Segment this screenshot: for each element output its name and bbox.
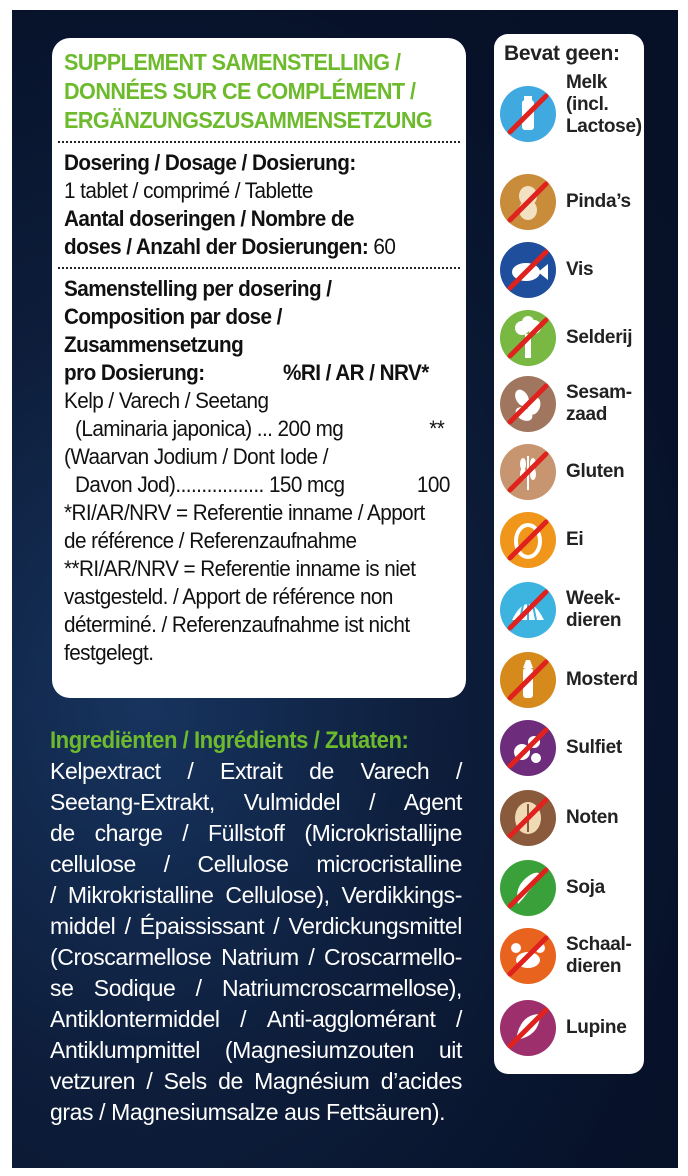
allergen-label-line: Week- bbox=[566, 588, 621, 609]
allergen-label bbox=[566, 191, 631, 213]
footnote-line: de référence / Referenzaufnahme bbox=[64, 528, 357, 553]
allergen-item bbox=[500, 174, 640, 234]
allergen-item bbox=[500, 582, 640, 642]
allergen-label-line: Sesam- bbox=[566, 382, 632, 403]
ingredients-word: Varech bbox=[360, 758, 430, 784]
ingredients-line bbox=[50, 849, 462, 880]
ingredients-word: Croscarmello- bbox=[324, 944, 462, 970]
allergen-title: Bevat geen: bbox=[504, 42, 620, 65]
ingredients-word: / bbox=[455, 1006, 462, 1032]
allergen-label-line: Mosterd bbox=[566, 669, 638, 690]
fish-icon bbox=[500, 242, 556, 298]
footnote-line: *RI/AR/NRV = Referentie inname / Apport bbox=[64, 500, 425, 525]
ingredients-word: Cellulose bbox=[197, 851, 289, 877]
allergen-label-line: Schaal- bbox=[566, 934, 632, 955]
iodine-amount: Davon Jod)................. 150 mcg bbox=[75, 472, 345, 497]
peanut-icon bbox=[500, 174, 556, 230]
ingredients-word: de bbox=[50, 820, 75, 846]
ingredients-word: d’acides bbox=[380, 1068, 462, 1094]
ingredients-word: Vulmiddel bbox=[243, 789, 341, 815]
allergen-label bbox=[566, 807, 618, 829]
ingredients-word: / bbox=[163, 851, 170, 877]
allergen-label bbox=[566, 934, 632, 978]
allergen-label bbox=[566, 382, 632, 426]
ingredients-word: Füllstoff bbox=[208, 820, 285, 846]
allergen-item bbox=[500, 72, 642, 137]
ingredients-line bbox=[50, 942, 462, 973]
allergen-label bbox=[566, 327, 632, 349]
doses-heading-2: doses / Anzahl der Dosierungen: bbox=[64, 234, 369, 259]
allergen-item bbox=[500, 860, 640, 920]
composition-heading-2: Composition par dose / bbox=[64, 304, 282, 329]
allergen-label-line: Melk bbox=[566, 72, 608, 93]
ingredients-word: Magnésium bbox=[254, 1068, 370, 1094]
allergen-item bbox=[500, 720, 640, 780]
ingredients-word: / bbox=[240, 1006, 247, 1032]
ingredients-line bbox=[50, 911, 462, 942]
allergen-label-line: Pinda’s bbox=[566, 191, 631, 212]
ingredients-word: uit bbox=[438, 1037, 462, 1063]
ingredients-word: cellulose bbox=[50, 851, 136, 877]
allergen-item bbox=[500, 928, 640, 988]
ingredients-section bbox=[50, 726, 462, 1128]
doses-heading-1: Aantal doseringen / Nombre de bbox=[64, 206, 354, 231]
ingredients-line bbox=[50, 1097, 462, 1128]
ingredients-word: Sels bbox=[163, 1068, 207, 1094]
sesame-icon bbox=[500, 376, 556, 432]
ingredients-line bbox=[50, 1066, 462, 1097]
ingredients-word: Seetang-Extrakt, bbox=[50, 789, 215, 815]
kelp-amount: (Laminaria japonica) ... 200 mg bbox=[75, 416, 344, 441]
allergen-label-line: zaad bbox=[566, 404, 608, 425]
supplement-facts-panel bbox=[52, 38, 466, 698]
ingredients-word: Verdikkings- bbox=[341, 882, 462, 908]
soy-icon bbox=[500, 860, 556, 916]
allergen-label-line: Gluten bbox=[566, 461, 625, 482]
ingredients-word: gras / Magnesiumsalze aus Fettsäuren). bbox=[50, 1099, 446, 1125]
allergen-label-line: dieren bbox=[566, 956, 622, 977]
composition-heading-3: Zusammensetzung bbox=[64, 332, 244, 357]
ingredients-word: (Magnesiumzouten bbox=[224, 1037, 415, 1063]
ingredients-word: / bbox=[50, 882, 56, 908]
allergen-item bbox=[500, 376, 640, 436]
ingredients-line bbox=[50, 880, 462, 911]
allergen-item bbox=[500, 790, 640, 850]
milk-bottle-icon bbox=[500, 86, 556, 142]
allergen-label bbox=[566, 877, 605, 899]
iodine-row bbox=[64, 471, 453, 499]
wheat-icon bbox=[500, 444, 556, 500]
allergen-item bbox=[500, 512, 640, 572]
ingredients-word: / bbox=[187, 758, 194, 784]
dotted-divider bbox=[58, 267, 460, 269]
nut-icon bbox=[500, 790, 556, 846]
ingredients-word: / bbox=[182, 820, 189, 846]
supplement-title-line-1: SUPPLEMENT SAMENSTELLING / bbox=[64, 49, 401, 75]
allergen-label bbox=[566, 1017, 626, 1039]
allergen-label bbox=[566, 669, 638, 691]
iodine-line-1: (Waarvan Jodium / Dont Iode / bbox=[64, 444, 328, 469]
allergen-item bbox=[500, 310, 640, 370]
ingredients-line bbox=[50, 973, 462, 1004]
composition-heading-1: Samenstelling per dosering / bbox=[64, 276, 332, 301]
shell-icon bbox=[500, 582, 556, 638]
ingredients-word: Anti-agglomérant bbox=[266, 1006, 436, 1032]
allergen-label-line: Sulfiet bbox=[566, 737, 622, 758]
ingredients-word: Antiklumpmittel bbox=[50, 1037, 200, 1063]
allergen-label-line: dieren bbox=[566, 610, 622, 631]
ingredients-word: (Croscarmellose bbox=[50, 944, 212, 970]
ingredients-word: Natriumcroscarmellose), bbox=[221, 975, 462, 1001]
ingredients-word: Kelpextract bbox=[50, 758, 161, 784]
supplement-title-line-3: ERGÄNZUNGSZUSAMMENSETZUNG bbox=[64, 107, 433, 133]
composition-heading-4: pro Dosierung: bbox=[64, 360, 205, 385]
dose-heading: Dosering / Dosage / Dosierung: bbox=[64, 150, 356, 175]
dose-value: 1 tablet / comprimé / Tablette bbox=[64, 178, 313, 203]
ingredients-word: Extrait bbox=[220, 758, 283, 784]
mustard-icon bbox=[500, 652, 556, 708]
ingredients-word: vetzuren bbox=[50, 1068, 136, 1094]
sulphite-icon bbox=[500, 720, 556, 776]
dotted-divider bbox=[58, 141, 460, 143]
allergen-label bbox=[566, 461, 624, 483]
ingredients-word: microcristalline bbox=[316, 851, 462, 877]
ingredients-word: se bbox=[50, 975, 74, 1001]
allergen-label bbox=[566, 588, 621, 632]
footnote-line: vastgesteld. / Apport de référence non bbox=[64, 584, 393, 609]
ingredients-word: / bbox=[146, 1068, 153, 1094]
ingredients-word: / bbox=[124, 913, 131, 939]
ingredients-word: middel bbox=[50, 913, 116, 939]
doses-row bbox=[64, 233, 425, 261]
allergen-label-line: Ei bbox=[566, 529, 584, 550]
ingredients-word: de bbox=[309, 758, 334, 784]
footnote-line: **RI/AR/NRV = Referentie inname is niet bbox=[64, 556, 416, 581]
supplement-title-line-2: DONNÉES SUR CE COMPLÉMENT / bbox=[64, 78, 416, 104]
allergen-label bbox=[566, 259, 593, 281]
ingredients-line bbox=[50, 818, 462, 849]
ingredients-word: charge bbox=[94, 820, 163, 846]
allergen-item bbox=[500, 444, 640, 504]
ingredients-word: (Microkristallijne bbox=[304, 820, 462, 846]
ingredients-line bbox=[50, 787, 462, 818]
ingredients-word: / bbox=[308, 944, 315, 970]
allergen-label-line: Soja bbox=[566, 877, 605, 898]
ingredients-line bbox=[50, 1004, 462, 1035]
ingredients-word: de bbox=[218, 1068, 243, 1094]
kelp-ri: ** bbox=[429, 416, 445, 441]
allergen-label bbox=[566, 72, 642, 138]
allergen-label-line: Noten bbox=[566, 807, 619, 828]
allergen-label-line: Lupine bbox=[566, 1017, 627, 1038]
kelp-row bbox=[64, 415, 453, 443]
allergen-item bbox=[500, 652, 640, 712]
ingredients-word: / bbox=[273, 913, 280, 939]
allergen-label-line: Lactose) bbox=[566, 116, 642, 137]
ingredients-word: Sodique bbox=[93, 975, 176, 1001]
egg-icon bbox=[500, 512, 556, 568]
celery-icon bbox=[500, 310, 556, 366]
ri-column-header: %RI / AR / NRV* bbox=[282, 360, 429, 385]
ingredients-line bbox=[50, 1035, 462, 1066]
ingredients-word: Épaississant bbox=[139, 913, 265, 939]
ingredients-word: / bbox=[369, 789, 376, 815]
ingredients-word: Verdickungsmittel bbox=[288, 913, 462, 939]
ingredients-title: Ingrediënten / Ingrédients / Zutaten: bbox=[50, 727, 409, 754]
allergen-label bbox=[566, 529, 583, 551]
kelp-name: Kelp / Varech / Seetang bbox=[64, 388, 269, 413]
allergen-label-line: Selderij bbox=[566, 327, 633, 348]
allergen-label-line: Vis bbox=[566, 259, 594, 280]
ingredients-word: Antiklontermiddel bbox=[50, 1006, 220, 1032]
footnote-line: festgelegt. bbox=[64, 640, 154, 665]
allergen-label bbox=[566, 737, 622, 759]
allergen-item bbox=[500, 242, 640, 302]
crab-icon bbox=[500, 928, 556, 984]
lupin-icon bbox=[500, 1000, 556, 1056]
allergen-panel bbox=[494, 34, 644, 1074]
allergen-label-line: (incl. bbox=[566, 94, 609, 115]
ingredients-word: Natrium bbox=[221, 944, 299, 970]
composition-heading-row bbox=[64, 359, 453, 387]
ingredients-word: / bbox=[455, 758, 462, 784]
iodine-ri: 100 bbox=[416, 472, 450, 497]
doses-value: 60 bbox=[368, 234, 396, 259]
ingredients-word: Agent bbox=[403, 789, 462, 815]
ingredients-line bbox=[50, 756, 462, 787]
ingredients-word: Mikrokristalline bbox=[67, 882, 214, 908]
ingredients-word: / bbox=[195, 975, 202, 1001]
allergen-item bbox=[500, 1000, 640, 1060]
ingredients-text bbox=[50, 756, 462, 1128]
footnote-line: déterminé. / Referenzaufnahme ist nicht bbox=[64, 612, 410, 637]
ingredients-word: Cellulose), bbox=[225, 882, 330, 908]
